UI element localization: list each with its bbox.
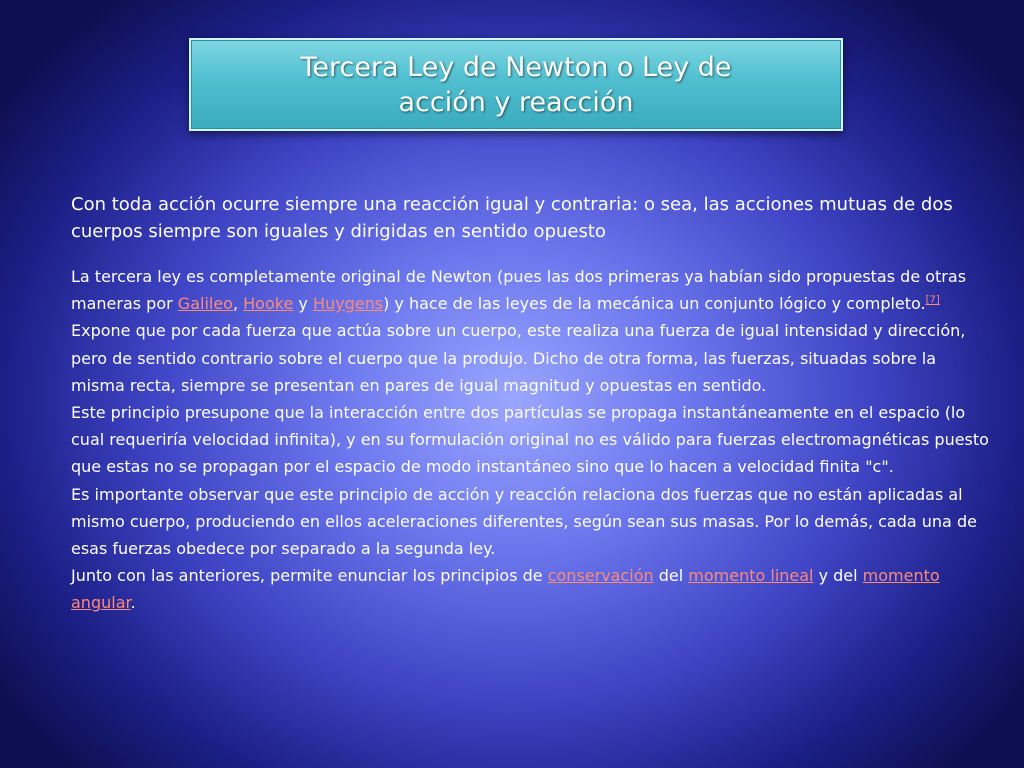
paragraph-conservation-text-4: . [130,593,136,613]
link-momento-lineal[interactable]: momento lineal [688,566,814,586]
slide-title-line2: acción y reacción [398,86,634,118]
paragraph-different-bodies: Es importante observar que este principio de acción y reacción relaciona dos fuerzas que no están aplicadas al mismo cuerpo, produciendo en ellos aceleraciones diferentes, según sean sus masas. Por lo demás, cada una de esas fuerzas obedece por separado a la segunda ley. [71,484,977,559]
paragraph-origin-text-1: La tercera ley es completamente original de Newton (pues las dos primeras ya habían sido propuestas de otras maneras por [71,267,967,314]
paragraph-conservation-text-2: del [653,566,689,586]
paragraph-origin-text-4: ) y hace de las leyes de la mecánica un conjunto lógico y completo. [383,294,926,314]
paragraph-conservation [71,562,989,616]
paragraph-propagation: Este principio presupone que la interacción entre dos partículas se propaga instantáneamente en el espacio (lo cual requeriría velocidad infinita), y en su formulación original no es válido para fuerzas electromagnéticas puesto que estas no se propagan por el espacio de modo instantáneo sino que lo hacen a velocidad finita "c". [71,403,989,477]
link-momento-angular[interactable]: momento angular [71,566,940,613]
paragraph-origin [71,263,989,399]
link-huygens[interactable]: Huygens [312,294,384,314]
paragraph-origin-text-5: Expone que por cada fuerza que actúa sobre un cuerpo, este realiza una fuerza de igual intensidad y dirección, pero de sentido contrario sobre el cuerpo que la produjo. Dicho de otra forma, las fuerzas, situadas sobre la misma recta, siempre se presentan en pares de igual magnitud y opuestas en sentido. [71,321,966,395]
link-conservacion[interactable]: conservación [547,566,654,586]
slide-title [256,50,776,120]
paragraph-conservation-text-3: y del [813,566,863,586]
slide-content [71,191,989,617]
paragraph-origin-text-2: , [232,294,244,314]
title-box [189,38,843,131]
link-galileo[interactable]: Galileo [177,294,233,314]
paragraph-conservation-text-1: Junto con las anteriores, permite enunciar los principios de [71,566,548,586]
slide-title-line1: Tercera Ley de Newton o Ley de [300,51,732,83]
lead-statement: Con toda acción ocurre siempre una reacción igual y contraria: o sea, las acciones mutuas de dos cuerpos siempre son iguales y dirigidas en sentido opuesto [71,194,953,242]
link-hooke[interactable]: Hooke [243,294,294,314]
paragraph-origin-text-3: y [293,294,313,314]
reference-link[interactable]: [7] [925,294,940,306]
